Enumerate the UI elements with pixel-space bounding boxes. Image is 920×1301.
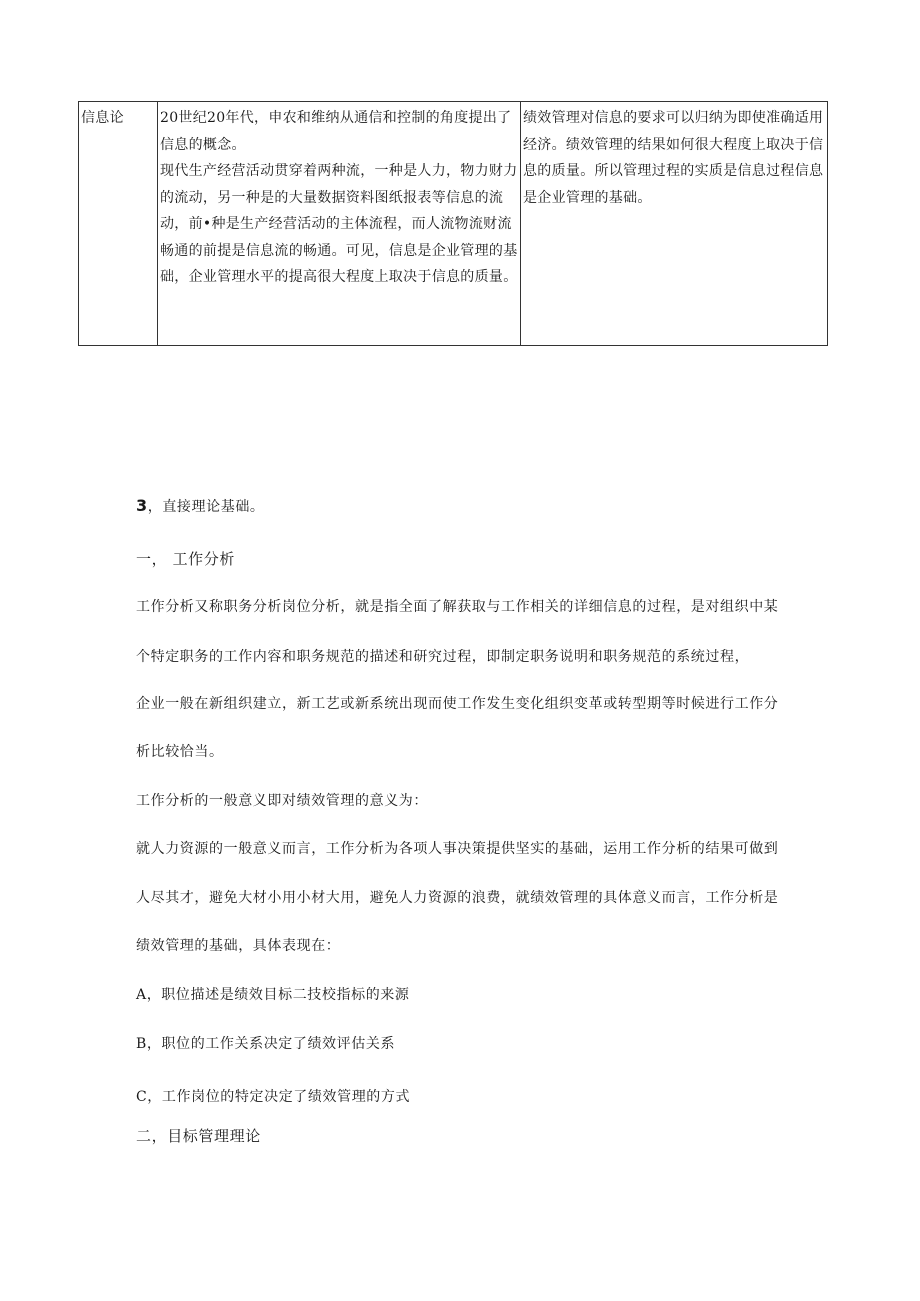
theory-origin-paragraph: 20世纪20年代，申农和维纳从通信和控制的角度提出了信息的概念。 <box>160 110 512 153</box>
paragraph-line: 企业一般在新组织建立，新工艺或新系统出现而使工作发生变化组织变革或转型期等时候进行工作分 <box>136 696 779 712</box>
list-item: A，职位描述是绩效目标二技校指标的来源 <box>136 987 410 1003</box>
section-number: 3 <box>136 496 148 515</box>
paragraph-line: 人尽其才，避免大材小用小材大用，避免人力资源的浪费，就绩效管理的具体意义而言，工作分析是 <box>136 890 779 906</box>
paragraph-line: 就人力资源的一般意义而言，工作分析为各项人事决策提供坚实的基础，运用工作分析的结果可做到 <box>136 841 779 857</box>
theory-origin-paragraph: 现代生产经营活动贯穿着两种流，一种是人力，物力财力的流动，另一种是的大量数据资料图纸报表等信息的流动，前•种是生产经营活动的主体流程，而人流物流财流畅通的前提是信息流的畅通。可见，信息是企业管理的基础，企业管理水平的提高很大程度上取决于信息的质量。 <box>160 163 518 285</box>
subsection-heading: 一， 工作分析 <box>136 550 235 568</box>
subsection-heading: 二，目标管理理论 <box>136 1127 261 1145</box>
section-title: ，直接理论基础。 <box>147 499 265 515</box>
paragraph-line: 个特定职务的工作内容和职务规范的描述和研究过程，即制定职务说明和职务规范的系统过程， <box>136 649 750 665</box>
paragraph-line: 工作分析的一般意义即对绩效管理的意义为： <box>136 793 428 809</box>
list-item: B，职位的工作关系决定了绩效评估关系 <box>136 1036 396 1052</box>
table-row <box>79 102 828 346</box>
theory-table <box>78 101 828 346</box>
paragraph-line: 析比较恰当。 <box>136 744 224 760</box>
paragraph-line: 工作分析又称职务分析岗位分析，就是指全面了解获取与工作相关的详细信息的过程，是对组织中某 <box>136 599 779 615</box>
theory-name-cell: 信息论 <box>79 102 158 346</box>
list-item: C，工作岗位的特定决定了绩效管理的方式 <box>136 1089 411 1105</box>
paragraph-line: 绩效管理的基础，具体表现在： <box>136 938 341 954</box>
theory-origin-cell <box>158 102 521 346</box>
section-heading <box>136 496 265 516</box>
theory-relevance-cell: 绩效管理对信息的要求可以归纳为即使准确适用经济。绩效管理的结果如何很大程度上取决于信息的质量。所以管理过程的实质是信息过程信息是企业管理的基础。 <box>521 102 828 346</box>
